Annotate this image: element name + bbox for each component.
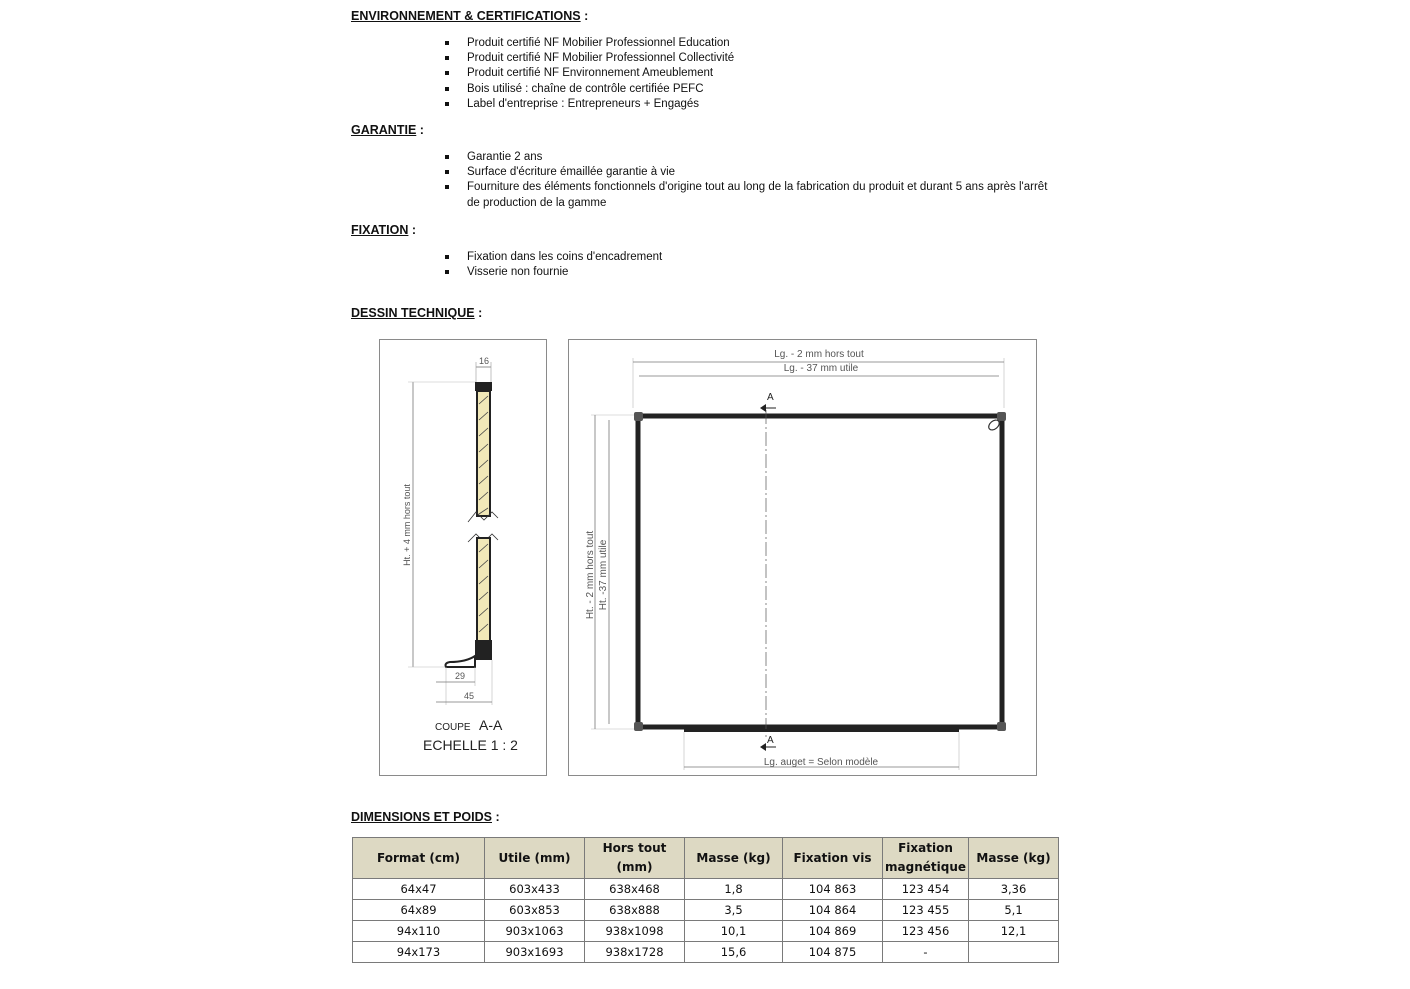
heading-dessin-technique: DESSIN TECHNIQUE : xyxy=(351,306,483,320)
section-drawing-panel xyxy=(379,339,547,776)
width-total-label: Lg. - 2 mm hors tout xyxy=(774,349,864,360)
header-format: Format (cm) xyxy=(353,838,485,879)
list-item: Garantie 2 ans xyxy=(441,150,1061,165)
list-item: Fourniture des éléments fonctionnels d'origine tout au long de la fabrication du produit et durant 5 ans après l'arrêt de production de la gamme xyxy=(441,180,1061,210)
table-header-row xyxy=(353,838,1059,879)
table-cell: 94x110 xyxy=(353,921,485,942)
header-utile: Utile (mm) xyxy=(485,838,585,879)
height-useful-label: Ht. -37 mm utile xyxy=(598,539,609,611)
header-masse: Masse (kg) xyxy=(685,838,783,879)
list-item: Label d'entreprise : Entrepreneurs + Engagés xyxy=(441,97,1061,112)
table-row xyxy=(353,942,1059,963)
table-cell: 123 456 xyxy=(883,921,969,942)
heading-fixation-text: FIXATION xyxy=(351,223,409,237)
header-hors-tout: Hors tout (mm) xyxy=(585,838,685,879)
dimensions-table xyxy=(352,837,1059,963)
table-cell: 1,8 xyxy=(685,879,783,900)
heading-environnement-text: ENVIRONNEMENT & CERTIFICATIONS xyxy=(351,9,581,23)
table-row xyxy=(353,921,1059,942)
header-fixation-vis: Fixation vis xyxy=(783,838,883,879)
list-item: Visserie non fournie xyxy=(441,265,1061,280)
list-item: Produit certifié NF Environnement Ameublement xyxy=(441,66,1061,81)
table-cell: 903x1693 xyxy=(485,942,585,963)
environnement-list xyxy=(441,36,1061,112)
width-useful-label: Lg. - 37 mm utile xyxy=(783,363,859,374)
table-cell: 15,6 xyxy=(685,942,783,963)
list-item: Bois utilisé : chaîne de contrôle certifiée PEFC xyxy=(441,82,1061,97)
heading-dimensions-text: DIMENSIONS ET POIDS xyxy=(351,810,492,824)
dim-45-label: 45 xyxy=(463,691,475,701)
table-cell: - xyxy=(883,942,969,963)
table-cell: 3,5 xyxy=(685,900,783,921)
table-cell: 104 863 xyxy=(783,879,883,900)
cut-label-bottom: A xyxy=(767,735,774,746)
table-cell: 938x1098 xyxy=(585,921,685,942)
table-row xyxy=(353,900,1059,921)
front-drawing-panel xyxy=(568,339,1037,776)
table-cell: 603x853 xyxy=(485,900,585,921)
heading-environnement: ENVIRONNEMENT & CERTIFICATIONS : xyxy=(351,9,589,23)
echelle-label: ECHELLE 1 : 2 xyxy=(423,737,518,753)
table-cell xyxy=(969,942,1059,963)
heading-dimensions: DIMENSIONS ET POIDS : xyxy=(351,810,500,824)
table-row xyxy=(353,879,1059,900)
section-drawing xyxy=(380,340,546,775)
list-item: Surface d'écriture émaillée garantie à vie xyxy=(441,165,1061,180)
table-cell: 12,1 xyxy=(969,921,1059,942)
height-total-label: Ht. - 2 mm hors tout xyxy=(585,530,596,620)
tray-label: Lg. auget = Selon modèle xyxy=(763,757,879,768)
table-cell: 64x89 xyxy=(353,900,485,921)
table-cell: 5,1 xyxy=(969,900,1059,921)
dim-29-label: 29 xyxy=(454,671,466,681)
cut-label-top: A xyxy=(767,392,774,403)
table-cell: 638x468 xyxy=(585,879,685,900)
coupe-label: COUPE xyxy=(435,722,471,733)
table-cell: 64x47 xyxy=(353,879,485,900)
list-item: Fixation dans les coins d'encadrement xyxy=(441,250,1061,265)
fixation-list xyxy=(441,250,1061,280)
heading-garantie-text: GARANTIE xyxy=(351,123,417,137)
heading-garantie: GARANTIE : xyxy=(351,123,424,137)
table-cell: 638x888 xyxy=(585,900,685,921)
table-cell: 3,36 xyxy=(969,879,1059,900)
list-item: Produit certifié NF Mobilier Professionnel Collectivité xyxy=(441,51,1061,66)
front-drawing xyxy=(569,340,1036,775)
table-cell: 123 454 xyxy=(883,879,969,900)
table-cell: 104 869 xyxy=(783,921,883,942)
table-cell: 104 864 xyxy=(783,900,883,921)
table-cell: 123 455 xyxy=(883,900,969,921)
heading-fixation: FIXATION : xyxy=(351,223,417,237)
dim-16-label: 16 xyxy=(478,356,490,366)
table-cell: 104 875 xyxy=(783,942,883,963)
coupe-name: A-A xyxy=(479,717,503,733)
table-cell: 10,1 xyxy=(685,921,783,942)
table-cell: 938x1728 xyxy=(585,942,685,963)
header-masse-2: Masse (kg) xyxy=(969,838,1059,879)
table-cell: 94x173 xyxy=(353,942,485,963)
garantie-list xyxy=(441,150,1061,211)
dim-height-label: Ht. + 4 mm hors tout xyxy=(402,484,412,566)
header-fixation-magnetique: Fixation magnétique xyxy=(883,838,969,879)
table-cell: 903x1063 xyxy=(485,921,585,942)
table-cell: 603x433 xyxy=(485,879,585,900)
list-item: Produit certifié NF Mobilier Professionnel Education xyxy=(441,36,1061,51)
heading-dessin-text: DESSIN TECHNIQUE xyxy=(351,306,475,320)
